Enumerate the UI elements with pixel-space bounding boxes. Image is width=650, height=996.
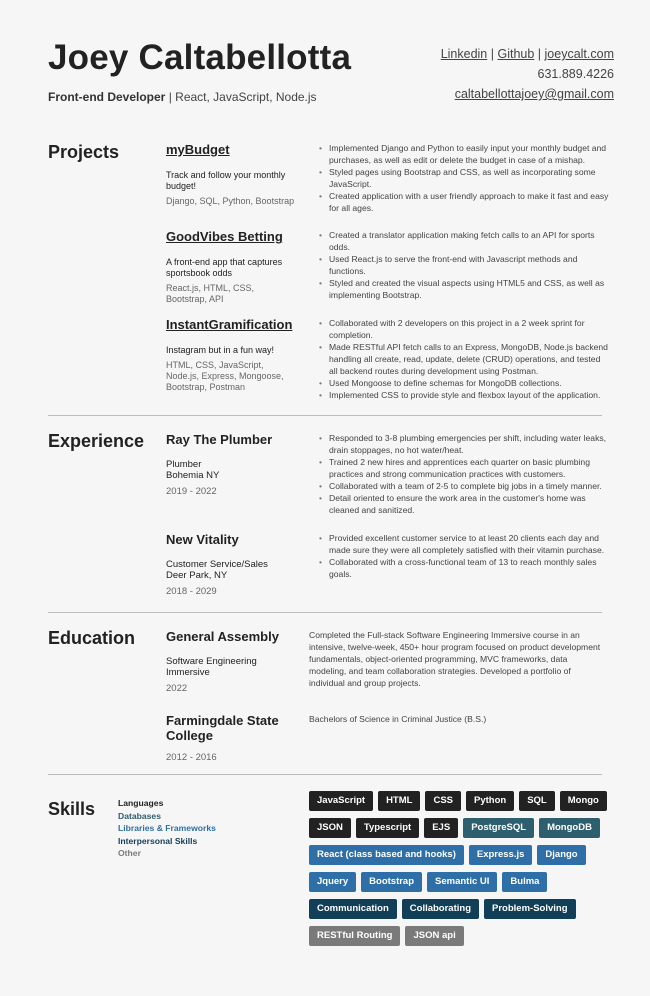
contact-block bbox=[441, 44, 614, 104]
linkedin-link[interactable]: Linkedin bbox=[440, 47, 488, 61]
job-role: Customer Service/Sales bbox=[166, 559, 268, 570]
skill-tag: React (class based and hooks) bbox=[309, 845, 464, 865]
skill-tag-row bbox=[309, 818, 619, 838]
skill-tag: Mongo bbox=[560, 791, 607, 811]
project-entry bbox=[48, 142, 609, 222]
github-link[interactable]: Github bbox=[497, 47, 535, 61]
skill-tag: Bootstrap bbox=[361, 872, 422, 892]
project-tech: HTML, CSS, JavaScript, Node.js, Express, Mongoose, Bootstrap, Postman bbox=[166, 360, 284, 392]
education-dates: 2022 bbox=[166, 683, 188, 694]
project-entry bbox=[48, 317, 608, 407]
education-description: Completed the Full-stack Software Engineering Immersive course in an intensive, twelve-week, 450+ hour program focused on product development fundamentals, object-oriented programming, MVC frameworks, data modeling, and team collaboration strategies. Developed a portfolio of individual and group projects. bbox=[309, 630, 601, 688]
section-title-education: Education bbox=[48, 628, 136, 648]
section-title-experience: Experience bbox=[48, 431, 145, 451]
project-tech: Django, SQL, Python, Bootstrap bbox=[166, 196, 295, 206]
skill-tag: Typescript bbox=[356, 818, 419, 838]
skill-tag: SQL bbox=[519, 791, 555, 811]
skill-tag: Jquery bbox=[309, 872, 356, 892]
education-dates: 2012 - 2016 bbox=[166, 752, 217, 763]
skill-tag: Python bbox=[466, 791, 514, 811]
section-divider bbox=[48, 415, 602, 416]
job-role: Plumber bbox=[166, 459, 202, 470]
bullet-item: • Implemented Django and Python to easily input your monthly budget and purchases, as well as edit or delete the budget in case of a mishap. bbox=[316, 142, 609, 166]
bullet-item: • Trained 2 new hires and apprentices each quarter on basic plumbing practices and strong communication practices with customers. bbox=[316, 456, 609, 480]
skill-tag: JSON api bbox=[405, 926, 463, 946]
skill-tag: JSON bbox=[309, 818, 351, 838]
bullet-item: • Created application with a user friendly approach to make it fast and easy for all ages. bbox=[316, 190, 609, 214]
role-stack: React, JavaScript, Node.js bbox=[175, 90, 317, 104]
experience-bullets bbox=[316, 432, 609, 516]
project-title[interactable]: InstantGramification bbox=[166, 317, 293, 332]
role-title: Front-end Developer bbox=[48, 90, 166, 104]
legend-interpersonal: Interpersonal Skills bbox=[118, 835, 198, 846]
section-divider bbox=[48, 774, 602, 775]
bullet-item: • Styled pages using Bootstrap and CSS, as well as incorporating some JavaScript. bbox=[316, 166, 609, 190]
bullet-item: • Used Mongoose to define schemas for MongoDB collections. bbox=[316, 377, 609, 389]
section-title-skills: Skills bbox=[48, 799, 96, 819]
subtitle-separator: | bbox=[165, 90, 176, 104]
employer-name: New Vitality bbox=[166, 532, 239, 547]
legend-other: Other bbox=[118, 848, 141, 859]
section-title-projects: Projects bbox=[48, 142, 120, 162]
bullet-item: • Collaborated with a team of 2-5 to complete big jobs in a timely manner. bbox=[316, 480, 609, 492]
resume-name: Joey Caltabellotta bbox=[48, 38, 352, 77]
link-separator: | bbox=[534, 47, 545, 61]
link-separator: | bbox=[487, 47, 498, 61]
education-entry bbox=[48, 713, 602, 763]
job-location: Bohemia NY bbox=[166, 470, 220, 481]
skill-tag: Bulma bbox=[502, 872, 547, 892]
skill-tag: Semantic UI bbox=[427, 872, 497, 892]
email-link[interactable]: caltabellottajoey@gmail.com bbox=[454, 87, 614, 101]
project-description: A front-end app that captures sportsbook odds bbox=[166, 257, 283, 278]
legend-languages: Languages bbox=[118, 798, 164, 808]
job-location: Deer Park, NY bbox=[166, 570, 228, 581]
legend-frameworks: Libraries & Frameworks bbox=[118, 823, 216, 834]
bullet-item: • Implemented CSS to provide style and flexbox layout of the application. bbox=[316, 389, 609, 401]
bullet-item: • Collaborated with 2 developers on this project in a 2 week sprint for completion. bbox=[316, 317, 609, 341]
bullet-item: • Used React.js to serve the front-end with Javascript methods and functions. bbox=[316, 253, 609, 277]
school-name: General Assembly bbox=[166, 629, 279, 644]
education-entry bbox=[48, 629, 602, 704]
experience-entry bbox=[48, 432, 607, 522]
skill-tag-row bbox=[309, 872, 619, 892]
program-name: Software Engineering Immersive bbox=[166, 656, 257, 678]
skill-tag: RESTful Routing bbox=[309, 926, 400, 946]
skill-tag: PostgreSQL bbox=[463, 818, 534, 838]
bullet-item: • Provided excellent customer service to at least 20 clients each day and made sure they were all completely satisfied with their vitamin purchase. bbox=[316, 532, 609, 556]
skill-tag-row bbox=[309, 791, 619, 811]
bullet-item: • Collaborated with a cross-functional team of 13 to reach monthly sales goals. bbox=[316, 556, 609, 580]
project-entry bbox=[48, 229, 605, 309]
skill-tag-row bbox=[309, 899, 619, 919]
experience-bullets bbox=[316, 532, 609, 580]
experience-entry bbox=[48, 532, 605, 602]
skill-tag: Problem-Solving bbox=[484, 899, 575, 919]
employer-name: Ray The Plumber bbox=[166, 432, 273, 447]
project-description: Track and follow your monthly budget! bbox=[166, 170, 286, 191]
bullet-item: • Detail oriented to ensure the work area in the customer's home was cleaned and sanitized. bbox=[316, 492, 609, 516]
project-bullets bbox=[316, 317, 609, 401]
skill-tag: JavaScript bbox=[309, 791, 373, 811]
skill-tag: MongoDB bbox=[539, 818, 600, 838]
section-divider bbox=[48, 612, 602, 613]
project-bullets bbox=[316, 229, 609, 301]
contact-links bbox=[441, 44, 614, 64]
phone-number: 631.889.4226 bbox=[537, 67, 614, 81]
skill-tag-row bbox=[309, 845, 619, 865]
skills-legend bbox=[118, 797, 216, 860]
skill-tag: EJS bbox=[424, 818, 458, 838]
bullet-item: • Made RESTful API fetch calls to an Express, MongoDB, Node.js backend handling all create, read, update, delete (CRUD) operations, and tested all backend routes during development using Postman. bbox=[316, 341, 609, 377]
job-dates: 2019 - 2022 bbox=[166, 486, 217, 497]
project-title[interactable]: myBudget bbox=[166, 142, 230, 157]
bullet-item: • Styled and created the visual aspects using HTML5 and CSS, as well as implementing Bootstrap. bbox=[316, 277, 609, 301]
project-tech: React.js, HTML, CSS, Bootstrap, API bbox=[166, 283, 255, 304]
legend-databases: Databases bbox=[118, 810, 161, 821]
skill-tag: CSS bbox=[425, 791, 461, 811]
degree-description: Bachelors of Science in Criminal Justice (B.S.) bbox=[309, 714, 487, 724]
skill-tags bbox=[309, 791, 619, 953]
bullet-item: • Responded to 3-8 plumbing emergencies per shift, including water leaks, drain stoppages, no hot water/heat. bbox=[316, 432, 609, 456]
skill-tag: Collaborating bbox=[402, 899, 479, 919]
bullet-item: • Created a translator application making fetch calls to an API for sports odds. bbox=[316, 229, 609, 253]
skill-tag: Express.js bbox=[469, 845, 533, 865]
website-link[interactable]: joeycalt.com bbox=[544, 47, 614, 61]
resume-subtitle bbox=[48, 90, 317, 104]
project-title[interactable]: GoodVibes Betting bbox=[166, 229, 283, 244]
skill-tag: Django bbox=[537, 845, 585, 865]
project-bullets bbox=[316, 142, 609, 214]
job-dates: 2018 - 2029 bbox=[166, 586, 217, 597]
school-name: Farmingdale State College bbox=[166, 713, 279, 743]
skill-tag: HTML bbox=[378, 791, 420, 811]
project-description: Instagram but in a fun way! bbox=[166, 345, 275, 355]
skill-tag: Communication bbox=[309, 899, 397, 919]
skill-tag-row bbox=[309, 926, 619, 946]
